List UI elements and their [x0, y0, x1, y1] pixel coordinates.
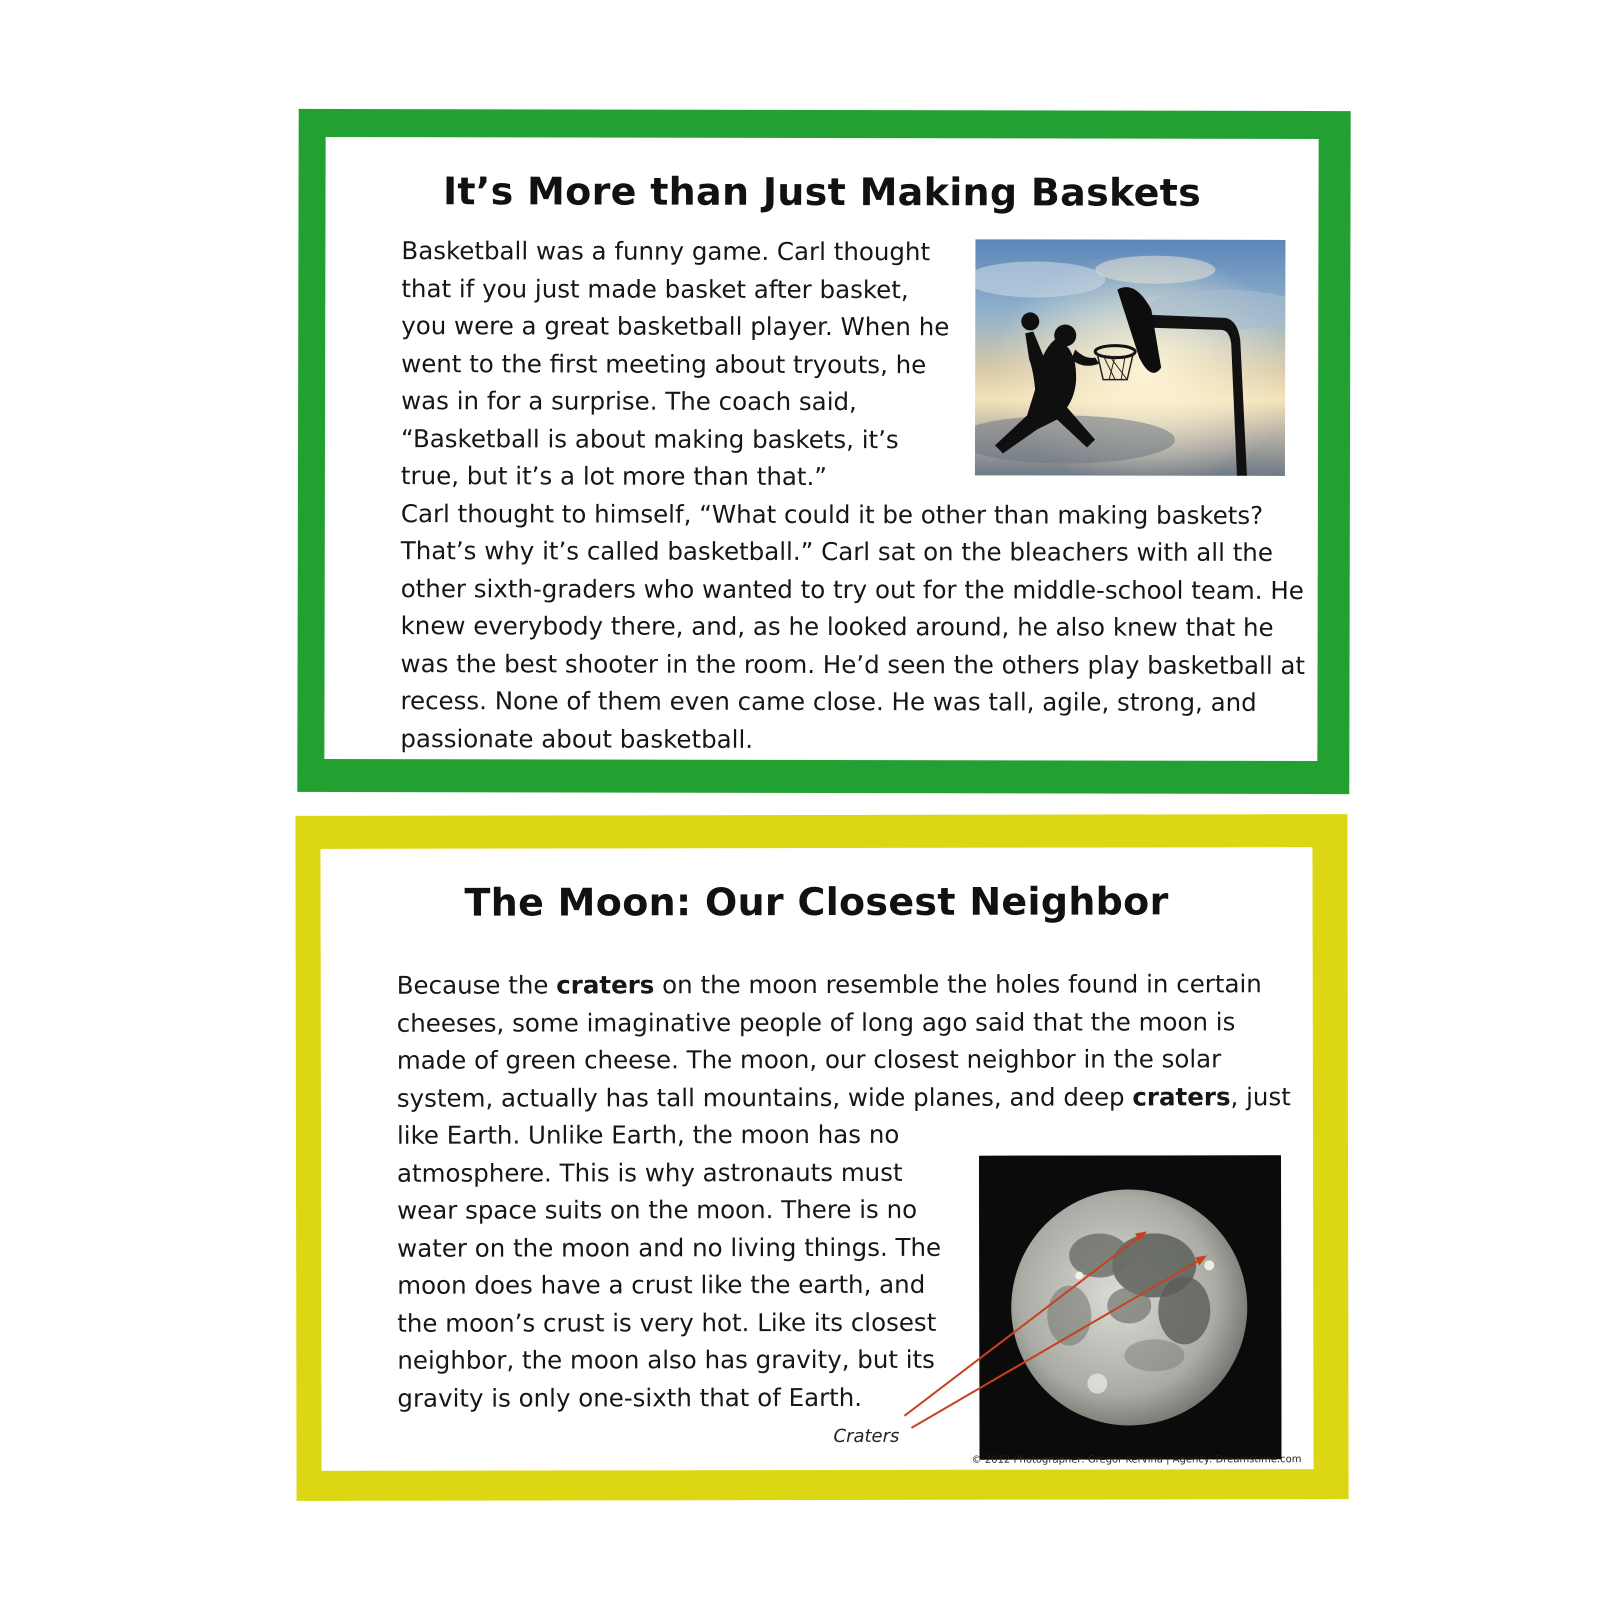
moon-card-panel — [320, 847, 1313, 1471]
basketball-paragraph-2: Carl thought to himself, “What could it be other than making baskets? That’s why it’s called basketball.” Carl sat on the bleachers with all the other sixth-graders who wanted to try out for the middle-school team. He knew everybody there, and, as he looked around, he also knew that he was the best shooter in the room. He’d seen the others play basketball at recess. None of them even came close. He was tall, agile, strong, and passionate about basketball. — [400, 498, 1306, 754]
moon-text-mid: on the moon resemble the holes found in certain cheeses, some imaginative people of long ago said that the moon is made of green cheese. The moon, our closest neighbor in the solar system, actually has tall mountains, wide planes, and deep — [396, 969, 1262, 1113]
crater-arrow-2 — [911, 1259, 1201, 1428]
basketball-photo — [975, 239, 1285, 476]
crater-arrowhead-2 — [1195, 1255, 1207, 1265]
basketball-card-panel — [324, 137, 1318, 761]
photo-credit: © 2012 Photographer: Gregor Kervina | Agency: Dreamstime.com — [971, 1454, 1302, 1466]
basketball-card — [297, 109, 1350, 794]
basketball-card-title: It’s More than Just Making Baskets — [442, 169, 1202, 215]
crater-arrow-1 — [904, 1235, 1141, 1415]
moon-text-end: , just like Earth. Unlike Earth, the moon has no atmosphere. This is why astronauts must wear space suits on the moon. There is no water on the moon and no living things. The moon does have a crust like the earth, and the moon’s crust is very hot. Like its closest neighbor, the moon also has gravity, but its gravity is only one-sixth that of Earth. — [396, 1081, 1291, 1413]
basketball-paragraph-1: Basketball was a funny game. Carl thought that if you just made basket after basket, you were a great basketball player. When he went to the first meeting about tryouts, he was in for a surprise. The coach said, “Basketball is about making baskets, it’s true, but it’s a lot more than that.” — [400, 236, 950, 492]
basketball-card-body — [354, 232, 1315, 759]
crater-arrowhead-1 — [1135, 1231, 1147, 1241]
keyword-craters-1: craters — [556, 970, 655, 1000]
moon-card-title: The Moon: Our Closest Neighbor — [464, 879, 1169, 925]
craters-caption: Craters — [833, 1425, 900, 1447]
crater-arrows — [320, 847, 1313, 1471]
basketball-silhouette-image — [975, 239, 1285, 476]
moon-text-start: Because the — [396, 970, 557, 1000]
moon-card — [295, 814, 1348, 1501]
keyword-craters-2: craters — [1132, 1081, 1231, 1111]
